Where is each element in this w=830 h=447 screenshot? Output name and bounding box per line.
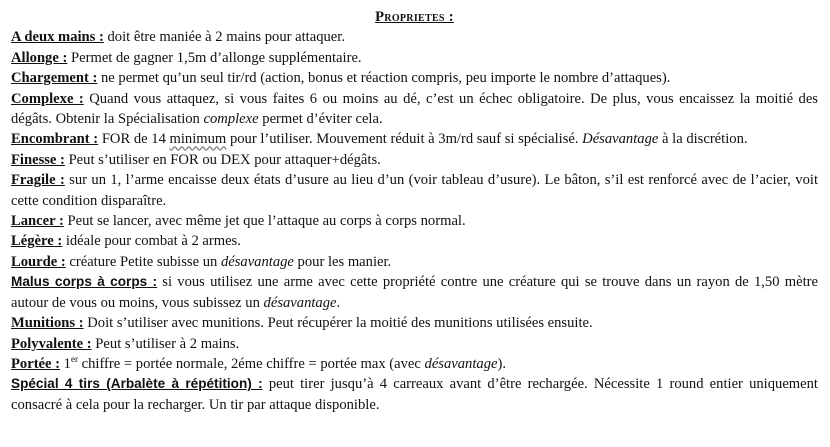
property-emphasis: complexe (203, 111, 259, 128)
property-text-end: à la discrétion. (658, 131, 748, 148)
property-text: 1 (60, 355, 71, 372)
property-text: idéale pour combat à 2 armes. (62, 233, 241, 250)
property-term: Lancer : (11, 213, 64, 230)
property-text: ne permet qu’un seul tir/rd (action, bonus et réaction compris, peu importe le nombre d’attaques). (97, 70, 671, 87)
property-finesse (11, 150, 818, 170)
property-chargement (11, 68, 818, 88)
property-text: Peut s’utiliser à 2 mains. (91, 335, 240, 352)
property-term: Chargement : (11, 70, 98, 87)
property-text: Permet de gagner 1,5m d’allonge supplémentaire. (67, 49, 362, 66)
property-special-4-tirs (11, 374, 818, 415)
property-legere (11, 231, 818, 251)
spellcheck-highlight: minimum (169, 131, 227, 148)
property-allonge (11, 48, 818, 68)
property-text-cont: chiffre = portée normale, 2éme chiffre = portée max (avec (77, 355, 425, 372)
property-encombrant (11, 129, 818, 149)
property-term: Spécial 4 tirs (Arbalète à répétition) : (11, 376, 263, 392)
property-lourde (11, 252, 818, 272)
property-text-cont: permet d’éviter cela. (258, 111, 383, 128)
property-text: sur un 1, l’arme encaisse deux états d’usure au lieu d’un (voir tableau d’usure). Le bâton, s’il est renforcé avec de l’acier, voit cette condition disparaître. (11, 172, 818, 209)
property-text: créature Petite subisse un (65, 253, 221, 270)
property-text-cont: . (336, 294, 341, 311)
property-polyvalente (11, 334, 818, 354)
property-term: Complexe : (11, 90, 84, 107)
property-text: Peut s’utiliser en FOR ou DEX pour attaquer+dégâts. (64, 151, 381, 168)
property-text: Peut se lancer, avec même jet que l’attaque au corps à corps normal. (63, 213, 466, 230)
property-portee (11, 354, 818, 374)
property-text: doit être maniée à 2 mains pour attaquer. (103, 29, 345, 46)
property-malus-corps-a-corps (11, 272, 818, 313)
page-title: Proprietes : (375, 9, 454, 25)
property-term: Légère : (11, 233, 63, 250)
property-text: Doit s’utiliser avec munitions. Peut récupérer la moitié des munitions utilisées ensuite. (83, 315, 593, 332)
property-term: Polyvalente : (11, 335, 92, 352)
property-text-end: ). (497, 355, 506, 372)
property-text: si vous utilisez une arme avec cette propriété contre une créature qui se trouve dans un rayon de 1,50 mètre autour de vous ou moins, vous subissez un (11, 274, 818, 311)
property-term: Munitions : (11, 315, 84, 332)
ordinal-superscript: er (70, 354, 78, 365)
property-term: Malus corps à corps : (11, 274, 158, 290)
property-text-cont: pour l’utiliser. Mouvement réduit à 3m/rd sauf si spécialisé. (226, 131, 583, 148)
property-emphasis: désavantage (263, 294, 337, 311)
property-emphasis: désavantage (424, 355, 498, 372)
property-term: Allonge : (11, 49, 68, 66)
property-a-deux-mains (11, 27, 818, 47)
property-text: FOR de 14 (98, 131, 170, 148)
property-emphasis: désavantage (220, 253, 294, 270)
property-term: A deux mains : (11, 29, 104, 46)
property-text-cont: pour les manier. (293, 253, 392, 270)
property-fragile (11, 170, 818, 211)
property-text: Quand vous attaquez, si vous faites 6 ou moins au dé, c’est un échec obligatoire. De plus, vous encaissez la moitié des dégâts. Obtenir la Spécialisation (11, 90, 818, 128)
property-lancer (11, 211, 818, 231)
property-complexe (11, 89, 818, 130)
property-term: Portée : (11, 355, 61, 372)
property-term: Lourde : (11, 253, 66, 270)
property-term: Finesse : (11, 151, 65, 168)
property-term: Encombrant : (11, 131, 99, 148)
property-term: Fragile : (11, 172, 65, 189)
property-text: peut tirer jusqu’à 4 carreaux avant d’être rechargée. Nécessite 1 round entier uniquement consacré à cela pour la recharger. Un tir par attaque disponible. (11, 376, 818, 413)
property-emphasis: Désavantage (582, 131, 659, 148)
property-munitions (11, 313, 818, 333)
